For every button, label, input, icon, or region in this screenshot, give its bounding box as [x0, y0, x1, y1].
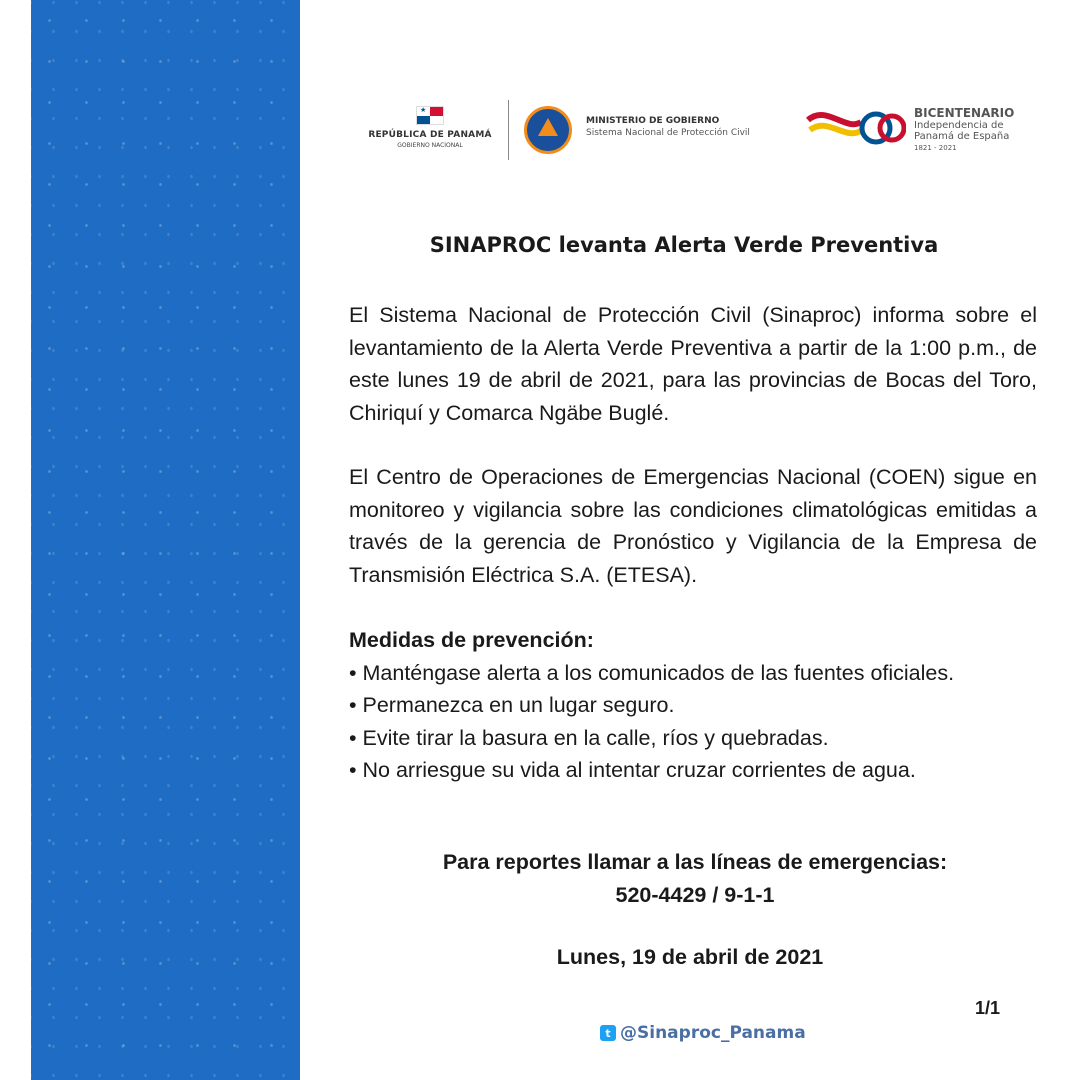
gov-sub: GOBIERNO NACIONAL — [397, 142, 463, 149]
paragraph-2: El Centro de Operaciones de Emergencias Nacional (COEN) sigue en monitoreo y vigilancia sobre las condiciones climatológicas emitidas a través de la gerencia de Pronóstico y Vigilancia de la Empresa de Transmisión Eléctrica S.A. (ETESA). — [349, 465, 1037, 587]
report-line: Para reportes llamar a las líneas de emergencias: — [442, 850, 948, 874]
prevention-measures — [349, 624, 1049, 787]
sinaproc-seal-icon — [524, 106, 572, 154]
measures-list — [349, 657, 1049, 787]
social-handle[interactable] — [600, 1023, 806, 1043]
twitter-icon: t — [600, 1025, 616, 1041]
paragraph-1: El Sistema Nacional de Protección Civil (Sinaproc) informa sobre el levantamiento de la Alerta Verde Preventiva a partir de la 1:00 p.m., de este lunes 19 de abril de 2021, para las provincias de Bocas del Toro, Chiriquí y Comarca Ngäbe Buglé. — [349, 303, 1037, 425]
page-number: 1/1 — [974, 998, 1000, 1018]
list-item: • Permanezca en un lugar seguro. — [349, 693, 675, 717]
blue-side-band — [31, 0, 300, 1080]
list-item: • No arriesgue su vida al intentar cruzar corrientes de agua. — [349, 758, 916, 782]
bicentenario-ribbon-icon — [806, 102, 906, 152]
bicentenario-text — [914, 106, 1044, 152]
list-item: • Manténgase alerta a los comunicados de las fuentes oficiales. — [349, 660, 955, 685]
bicentenario-title: BICENTENARIO — [914, 106, 1015, 120]
date-line: Lunes, 19 de abril de 2021 — [556, 945, 824, 969]
list-item: • Evite tirar la basura en la calle, ríos y quebradas. — [349, 725, 829, 750]
ministry-sub: Sistema Nacional de Protección Civil — [586, 128, 750, 138]
gov-name: REPÚBLICA DE PANAMÁ — [368, 130, 492, 140]
header-logos — [360, 96, 1040, 166]
measures-title: Medidas de prevención: — [349, 628, 594, 652]
ministry-title: MINISTERIO DE GOBIERNO — [586, 116, 720, 126]
gobierno-nacional-logo — [360, 106, 500, 149]
ministry-label — [586, 116, 786, 138]
page-title: SINAPROC levanta Alerta Verde Preventiva — [429, 233, 939, 257]
emergency-numbers: 520-4429 / 9-1-1 — [615, 883, 775, 907]
emergency-report — [390, 846, 1000, 912]
header-divider — [508, 100, 509, 160]
panama-flag-icon — [416, 106, 444, 125]
bicentenario-line1: Independencia de — [914, 120, 1004, 131]
bicentenario-years: 1821 - 2021 — [914, 144, 957, 152]
social-handle-text: @Sinaproc_Panama — [620, 1023, 806, 1043]
bicentenario-line2: Panamá de España — [914, 131, 1010, 142]
